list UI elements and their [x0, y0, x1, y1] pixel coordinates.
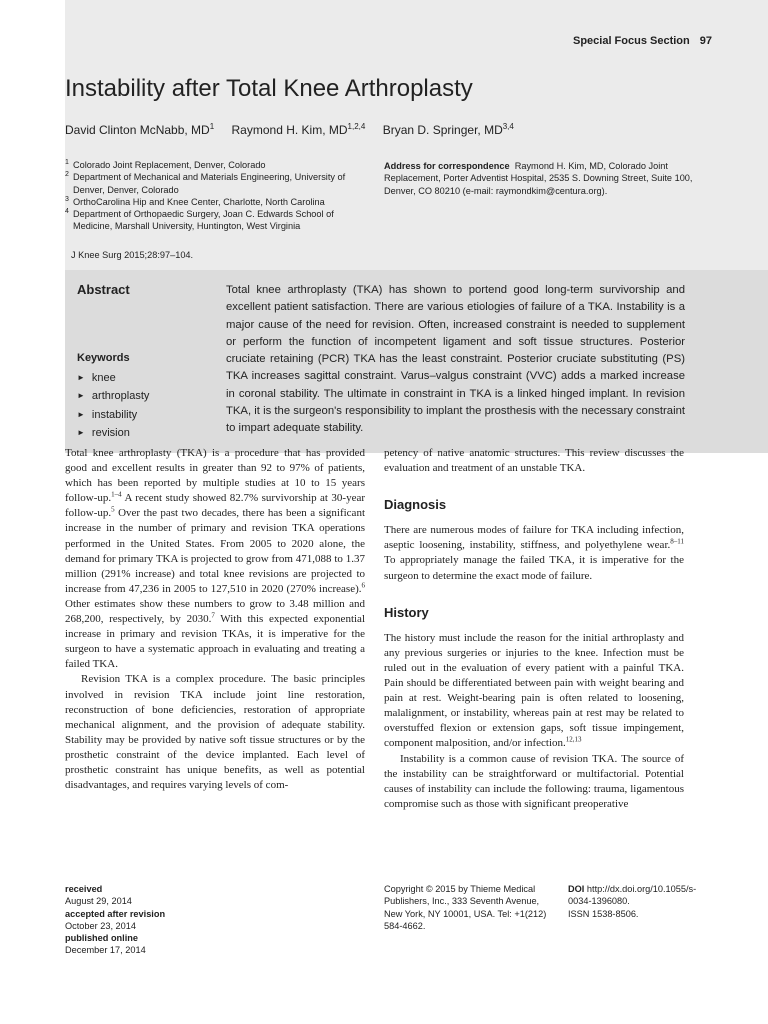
keyword: ► arthroplasty [77, 387, 149, 405]
article-title: Instability after Total Knee Arthroplasty [65, 75, 473, 102]
section-heading-diagnosis: Diagnosis [384, 497, 447, 513]
affiliation: 4 Department of Orthopaedic Surgery, Joan C. Edwards School of Medicine, Marshall University, Huntington, West Virginia [65, 208, 334, 232]
keyword: ► instability [77, 406, 149, 424]
copyright: Copyright © 2015 by Thieme Medical Publishers, Inc., 333 Seventh Avenue, New York, NY 10001, USA. Tel: +1(212) 584-4662. [384, 884, 547, 931]
doi-link[interactable]: http://dx.doi.org/10.1055/s-0034-1396080. [568, 884, 697, 907]
abstract-text: Total knee arthroplasty (TKA) has shown to portend good long-term survivorship and excellent patient satisfaction. There are various etiologies of failure of a TKA. Instability is a major cause of the need for revision. Often, increased constraint is needed to supplement or perform the function of incompetent ligament and soft tissue structures. Posterior cruciate retaining (PCR) TKA has the least constraint. Posterior cruciate substituting (PS) TKA increases sagittal constraint. Varus–valgus constraint (VVC) adds a marked increase in coronal stability. The ultimate in constraint in TKA is a linked hinged implant. In revision TKA, it is the surgeon's responsibility to implant the prosthesis with the necessary constraint to impart adequate stability. [226, 284, 685, 435]
affiliation: 1 Colorado Joint Replacement, Denver, Colorado [65, 159, 266, 170]
keywords-heading: Keywords [77, 352, 130, 364]
body-column-left [65, 446, 365, 793]
doi-block: DOI http://dx.doi.org/10.1055/s-0034-1396080. ISSN 1538-8506. [568, 884, 697, 919]
issn: ISSN 1538-8506. [568, 908, 639, 919]
paragraph: Revision TKA is a complex procedure. The basic principles involved in revision TKA include joint line restoration, reconstruction of bone deficiencies, restoration of appropriate mechanical alignment, and the provision of adequate stability. Stability may be provided by native soft tissue structures or by the prosthetic constraint of the device implanted. Each level of prosthetic constraint has unique benefits, as well as potential disadvantages, and requires varying levels of com- [65, 673, 365, 792]
affiliations [65, 159, 370, 233]
citation: J Knee Surg 2015;28:97–104. [71, 250, 194, 260]
keyword: ► knee [77, 369, 149, 387]
paragraph: There are numerous modes of failure for TKA including infection, aseptic loosening, instability, stiffness, and polyethylene wear.$^{8-11}$ To appropriately manage the failed TKA, it is imperative for the surgeon to determine the exact mode of failure. [384, 524, 684, 582]
correspondence [384, 160, 694, 197]
abstract-heading: Abstract [77, 282, 130, 297]
correspondence-label: Address for correspondence [384, 161, 510, 171]
author: Raymond H. Kim, MD$^{1,2,4}$ [231, 122, 366, 137]
running-head [573, 35, 712, 47]
author-list [65, 122, 528, 137]
section-heading-history: History [384, 604, 429, 620]
affiliation: 3 OrthoCarolina Hip and Knee Center, Charlotte, North Carolina [65, 195, 325, 207]
paragraph: Total knee arthroplasty (TKA) is a procedure that has provided good and excellent results in greater than 92 to 97% of patients, which has been reported by multiple studies at 10 to 15 years follow-up.$^{1-4}$ A recent study showed 82.7% survivorship at 30-year follow-up.$^5$ Over the past two decades, there has been a significant increase in the number of primary and revision TKA operations performed in the United States. From 2005 to 2020 alone, the demand for primary TKA is projected to grow from 471,088 to 1.37 million (291% increase) and total knee revisions are projected to increase from 47,236 in 2005 to 127,510 in 2020 (270% increase).$^6$ Other estimates show these numbers to grow to 3.48 million and 268,200, respectively, by 2030.$^7$ With this expected exponential increase in primary and revision TKAs, it is imperative for the surgeon to have a systematic approach in evaluating and treating a failed TKA. [65, 447, 365, 671]
author: David Clinton McNabb, $MD^1$ [65, 122, 215, 137]
paragraph: Instability is a common cause of revision TKA. The source of the instability can be straightforward or multifactorial. Potential causes of instability can include the following: trauma, ligamentous compromise such as those with significant preoperative [384, 752, 684, 810]
paragraph: The history must include the reason for the initial arthroplasty and any previous surgeries or injuries to the knee. Infection must be ruled out in the evaluation of every patient with a painful TKA. Pain should be differentiated between pain with weight bearing and pain at rest. Weight-bearing pain is often related to loosening, malalignment, or instability, whereas pain at rest may be related to overstuffed flexion or extension gaps, soft tissue impingement, component malposition, and/or infection.$^{12,13}$ [384, 631, 684, 750]
author: Bryan D. Springer, MD$^{3,4}$ [382, 122, 514, 137]
section-name: Special Focus Section [572, 35, 690, 47]
page-number: 97 [699, 35, 712, 47]
correspondence-text: Raymond H. Kim, MD, Colorado Joint Replacement, Porter Adventist Hospital, 2535 S. Downing Street, Suite 100, Denver, CO 80210 (e-mail: raymondkim@centura.org). [384, 161, 693, 196]
keyword: ► revision [77, 424, 149, 442]
paragraph-continued: petency of native anatomic structures. This review discusses the evaluation and treatment of an unstable TKA. [384, 447, 684, 475]
affiliation: 2 Department of Mechanical and Materials Engineering, University of Denver, Denver, Colorado [65, 171, 346, 195]
body-column-right-content [384, 446, 684, 812]
article-dates: received August 29, 2014 accepted after revision October 23, 2014 published online December 17, 2014 [65, 884, 166, 956]
keyword-list [77, 369, 149, 442]
